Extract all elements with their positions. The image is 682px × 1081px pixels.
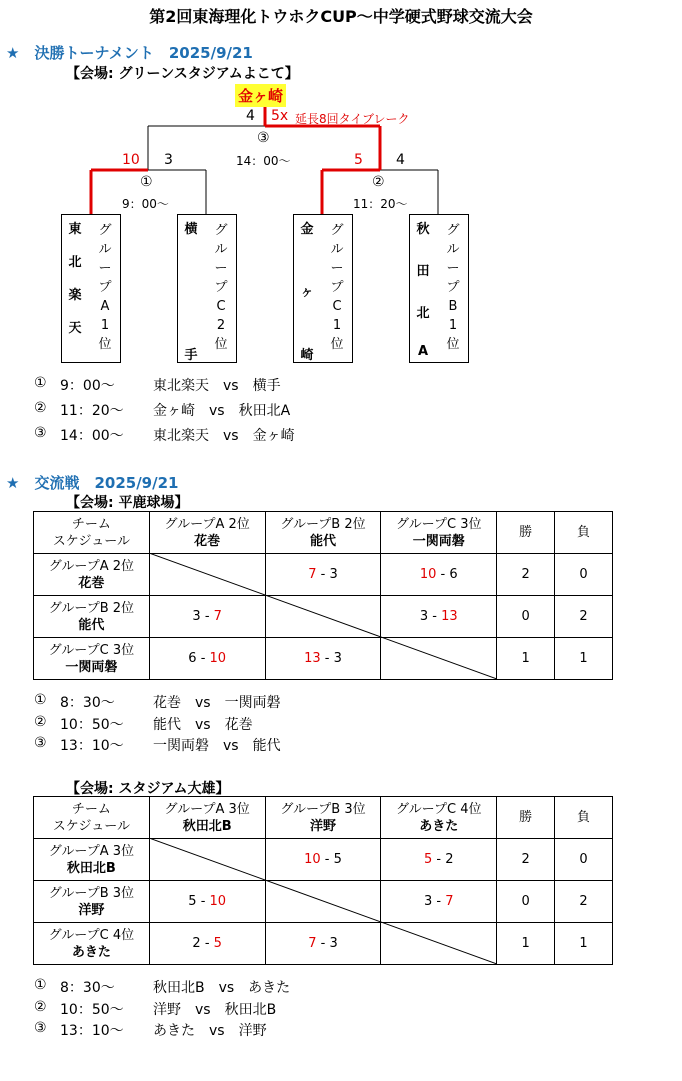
schedule-match: 一関両磐 vs 能代 [153, 738, 281, 754]
loss-count: 2 [555, 596, 613, 638]
tiebreak-note: 延長8回タイブレーク [295, 112, 410, 126]
win-count: 0 [497, 881, 555, 923]
loss-header: 負 [555, 512, 613, 554]
loss-count: 0 [555, 554, 613, 596]
team-name-4: 秋 田 北 A [416, 222, 430, 359]
venue2-label: 【会場: スタジアム大雄】 [66, 781, 230, 797]
col-header: グループC 4位 あきた [381, 797, 497, 839]
team-name-3: 金 ヶ 崎 [300, 222, 314, 363]
schedule-time: 14：00～ [60, 428, 124, 444]
venue1-label: 【会場: 平鹿球場】 [66, 495, 189, 511]
game3-time: 14：00～ [236, 154, 291, 168]
row-header: グループB 2位 能代 [34, 596, 150, 638]
schedule-time: 13：10～ [60, 738, 124, 754]
game2-score-right: 4 [396, 152, 405, 168]
schedule-no: ① [34, 977, 47, 993]
score-cell: 13 - 3 [265, 638, 381, 680]
win-count: 2 [497, 839, 555, 881]
game1-score-right: 3 [164, 152, 173, 168]
team-box-3 [293, 214, 353, 363]
team-group-2: グ ル ー プ C 2 位 [214, 223, 228, 352]
final-venue: 【会場: グリーンスタジアムよこて】 [66, 66, 299, 82]
schedule-no: ③ [34, 425, 47, 441]
score-cell: 3 - 7 [149, 596, 265, 638]
corner-cell: チーム スケジュール [34, 797, 150, 839]
page-title: 第2回東海理化トウホクCUP～中学硬式野球交流大会 [149, 7, 533, 26]
schedule-no: ③ [34, 735, 47, 751]
score-cell: 10 - 5 [265, 839, 381, 881]
game2-time: 11：20～ [353, 197, 408, 211]
team-name-2: 横 手 [184, 222, 198, 363]
schedule-time: 10：50～ [60, 717, 124, 733]
schedule-match: 東北楽天 vs 金ヶ崎 [153, 428, 295, 444]
game2-label: ② [372, 174, 385, 190]
game1-time: 9：00～ [122, 197, 169, 211]
table-header-row [34, 512, 613, 554]
schedule-match: 能代 vs 花巻 [153, 717, 253, 733]
win-count: 1 [497, 638, 555, 680]
win-header: 勝 [497, 797, 555, 839]
schedule-no: ① [34, 692, 47, 708]
game2-score-left: 5 [354, 152, 363, 168]
game3-label: ③ [257, 130, 270, 146]
row-header: グループC 4位 あきた [34, 923, 150, 965]
schedule-time: 8：30～ [60, 980, 115, 996]
score-cell: 2 - 5 [149, 923, 265, 965]
score-cell: 6 - 10 [149, 638, 265, 680]
score-cell: 3 - 13 [381, 596, 497, 638]
team-group-3: グ ル ー プ C 1 位 [330, 223, 344, 352]
loss-count: 1 [555, 638, 613, 680]
game1-score-left: 10 [122, 152, 140, 168]
team-name-1: 東 北 楽 天 [68, 222, 82, 336]
schedule-no: ② [34, 999, 47, 1015]
corner-cell: チーム スケジュール [34, 512, 150, 554]
schedule-no: ① [34, 375, 47, 391]
venue1-diagonal-line [149, 553, 497, 679]
win-count: 0 [497, 596, 555, 638]
col-header: グループA 3位 秋田北B [149, 797, 265, 839]
champion-label: 金ヶ崎 [235, 84, 286, 107]
win-count: 1 [497, 923, 555, 965]
schedule-match: 洋野 vs 秋田北B [153, 1002, 277, 1018]
row-header: グループA 2位 花巻 [34, 554, 150, 596]
score-cell: 7 - 3 [265, 923, 381, 965]
score-cell: 7 - 3 [265, 554, 381, 596]
schedule-match: あきた vs 洋野 [153, 1023, 267, 1039]
score-cell: 5 - 2 [381, 839, 497, 881]
row-header: グループA 3位 秋田北B [34, 839, 150, 881]
schedule-no: ③ [34, 1020, 47, 1036]
col-header: グループA 2位 花巻 [149, 512, 265, 554]
loss-header: 負 [555, 797, 613, 839]
row-header: グループC 3位 一関両磐 [34, 638, 150, 680]
final-heading: ★ 決勝トーナメント 2025/9/21 [6, 44, 253, 62]
schedule-match: 花巻 vs 一関両磐 [153, 695, 281, 711]
schedule-time: 11：20～ [60, 403, 124, 419]
league-heading: ★ 交流戦 2025/9/21 [6, 474, 179, 492]
team-group-4: グ ル ー プ B 1 位 [446, 223, 460, 352]
win-count: 2 [497, 554, 555, 596]
team-box-4 [409, 214, 469, 363]
col-header: グループC 3位 一関両磐 [381, 512, 497, 554]
schedule-time: 10：50～ [60, 1002, 124, 1018]
col-header: グループB 2位 能代 [265, 512, 381, 554]
win-header: 勝 [497, 512, 555, 554]
schedule-no: ② [34, 400, 47, 416]
col-header: グループB 3位 洋野 [265, 797, 381, 839]
schedule-time: 8：30～ [60, 695, 115, 711]
team-group-1: グ ル ー プ A 1 位 [98, 223, 112, 352]
schedule-match: 金ヶ崎 vs 秋田北A [153, 403, 291, 419]
game1-label: ① [140, 174, 153, 190]
score-cell: 3 - 7 [381, 881, 497, 923]
schedule-match: 秋田北B vs あきた [153, 980, 291, 996]
final-score-left: 4 [246, 108, 255, 124]
table-header-row [34, 797, 613, 839]
schedule-time: 9：00～ [60, 378, 115, 394]
schedule-time: 13：10～ [60, 1023, 124, 1039]
score-cell: 10 - 6 [381, 554, 497, 596]
row-header: グループB 3位 洋野 [34, 881, 150, 923]
schedule-match: 東北楽天 vs 横手 [153, 378, 281, 394]
loss-count: 1 [555, 923, 613, 965]
team-box-2 [177, 214, 237, 363]
final-score-right: 5x [271, 108, 289, 124]
team-box-1 [61, 214, 121, 363]
venue2-diagonal-line [149, 838, 497, 964]
loss-count: 0 [555, 839, 613, 881]
score-cell: 5 - 10 [149, 881, 265, 923]
loss-count: 2 [555, 881, 613, 923]
schedule-no: ② [34, 714, 47, 730]
